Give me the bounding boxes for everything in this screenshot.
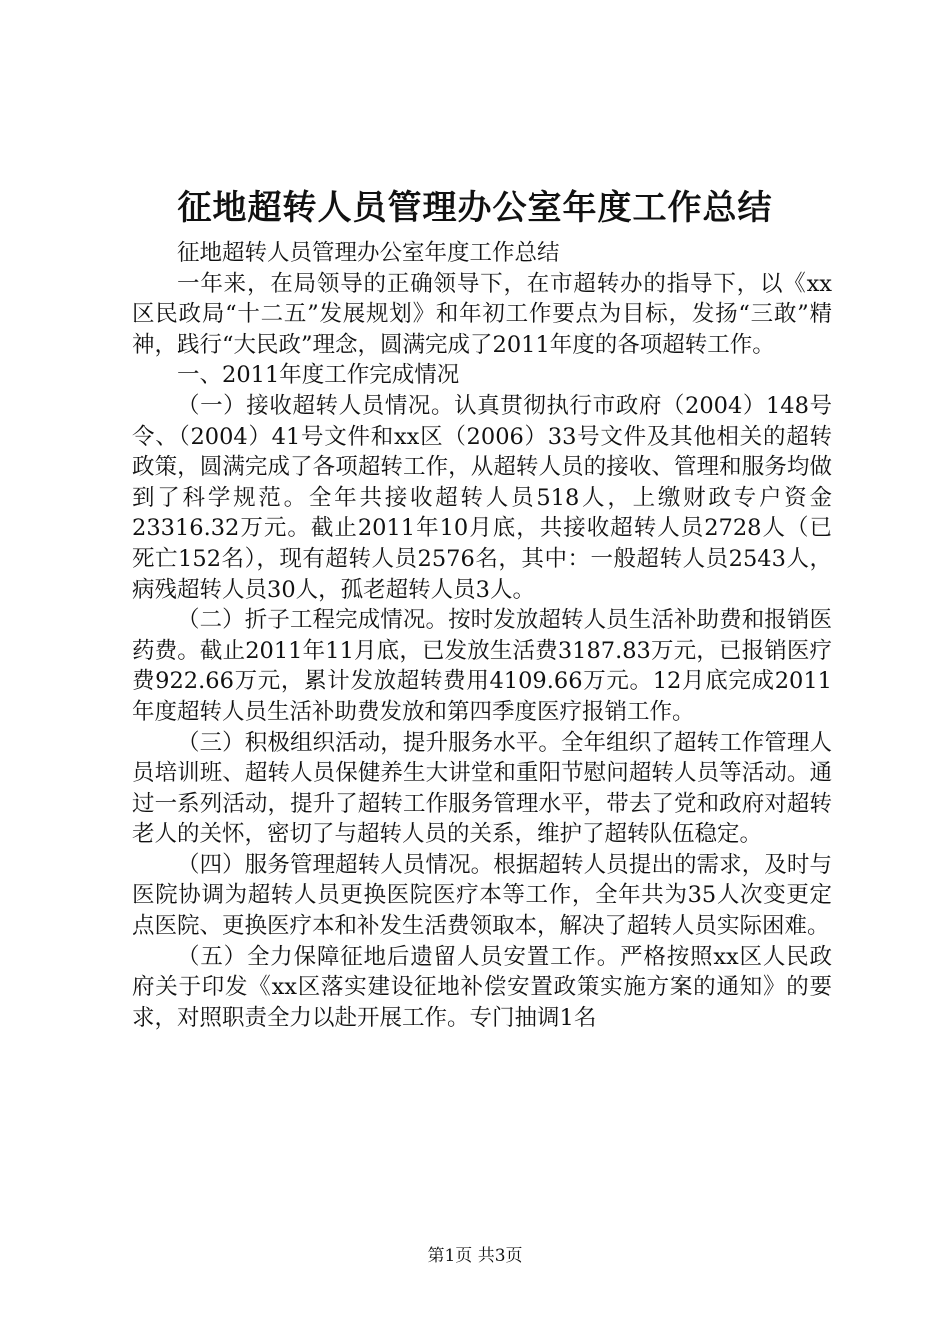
section-heading: 一、2011年度工作完成情况	[177, 362, 460, 389]
document-body	[132, 238, 832, 1033]
paragraph-item-4: （四）服务管理超转人员情况。根据超转人员提出的需求，及时与医院协调为超转人员更换医院医疗本等工作，全年共为35人次变更定点医院、更换医疗本和补发生活费领取本，解决了超转人员实际困难。	[132, 851, 832, 940]
page-footer: 第1页 共3页	[427, 1246, 523, 1266]
paragraph-item-5: （五）全力保障征地后遗留人员安置工作。严格按照xx区人民政府关于印发《xx区落实建设征地补偿安置政策实施方案的通知》的要求，对照职责全力以赴开展工作。专门抽调1名	[132, 943, 832, 1031]
paragraph-intro: 一年来，在局领导的正确领导下，在市超转办的指导下，以《xx区民政局“十二五”发展规划》和年初工作要点为目标，发扬“三敢”精神，践行“大民政”理念，圆满完成了2011年度的各项超转工作。	[132, 270, 832, 358]
paragraph-item-1: （一）接收超转人员情况。认真贯彻执行市政府（2004）148号令、（2004）41号文件和xx区（2006）33号文件及其他相关的超转政策，圆满完成了各项超转工作，从超转人员的接收、管理和服务均做到了科学规范。全年共接收超转人员518人，上缴财政专户资金23316.32万元。截止2011年10月底，共接收超转人员2728人（已死亡152名），现有超转人员2576名，其中：一般超转人员2543人，病残超转人员30人，孤老超转人员3人。	[132, 392, 832, 603]
paragraph-item-2: （二）折子工程完成情况。按时发放超转人员生活补助费和报销医药费。截止2011年11月底，已发放生活费3187.83万元，已报销医疗费922.66万元，累计发放超转费用4109.66万元。12月底完成2011年度超转人员生活补助费发放和第四季度医疗报销工作。	[132, 607, 832, 725]
document-title: 征地超转人员管理办公室年度工作总结	[177, 188, 773, 228]
paragraph-item-3: （三）积极组织活动，提升服务水平。全年组织了超转工作管理人员培训班、超转人员保健养生大讲堂和重阳节慰问超转人员等活动。通过一系列活动，提升了超转工作服务管理水平，带去了党和政府对超转老人的关怀，密切了与超转人员的关系，维护了超转队伍稳定。	[132, 729, 832, 848]
paragraph-subtitle: 征地超转人员管理办公室年度工作总结	[177, 240, 560, 266]
